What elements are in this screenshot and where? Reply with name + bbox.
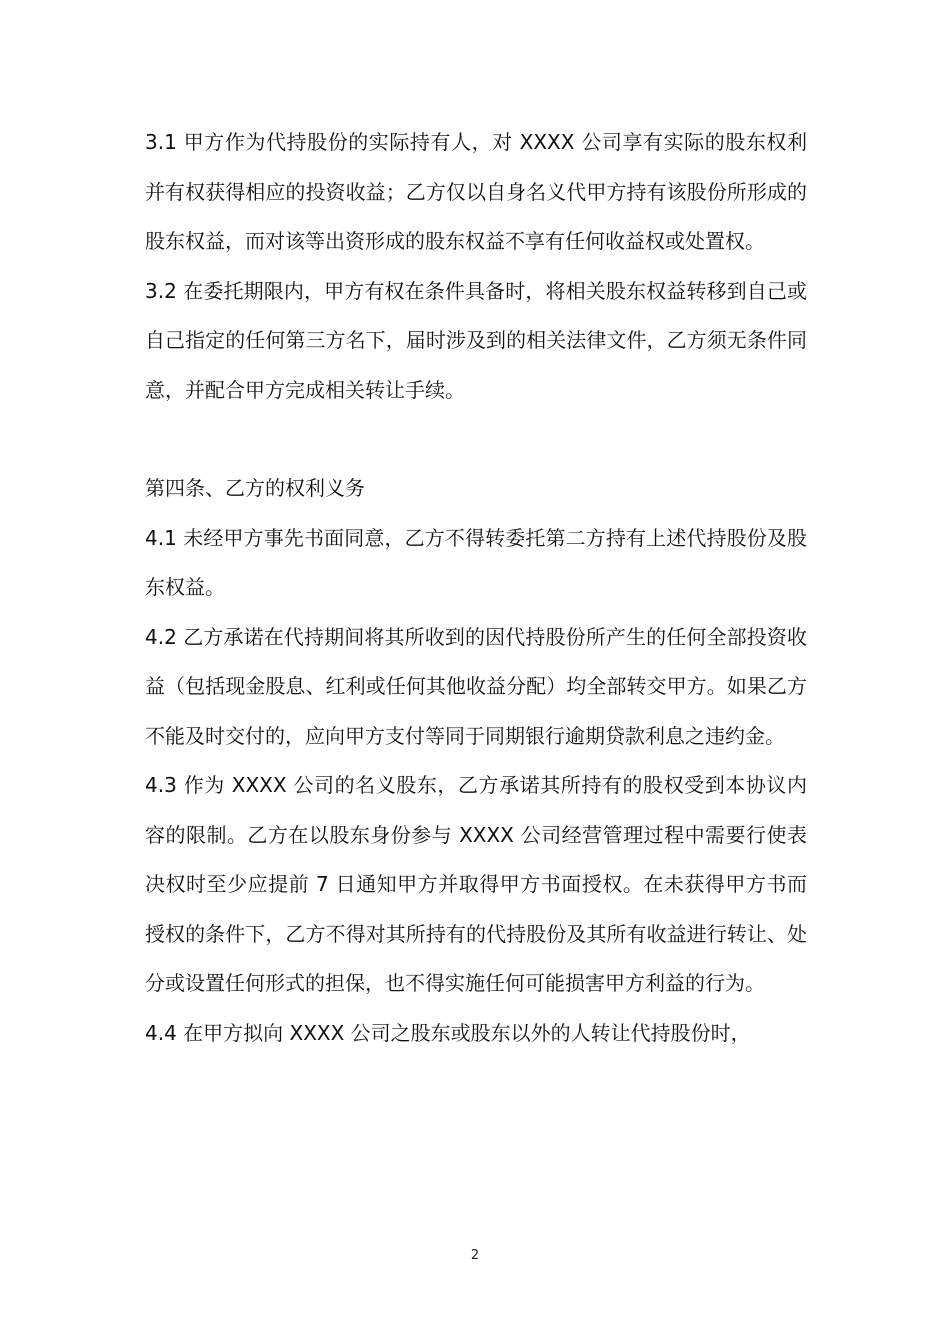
section-gap — [145, 415, 807, 464]
clause-3-2: 3.2 在委托期限内，甲方有权在条件具备时，将相关股东权益转移到自己或自己指定的任何第三方名下，届时涉及到的相关法律文件，乙方须无条件同意，并配合甲方完成相关转让手续。 — [145, 278, 807, 402]
section-heading: 第四条、乙方的权利义务 — [145, 476, 365, 500]
clause-4-4: 4.4 在甲方拟向 XXXX 公司之股东或股东以外的人转让代持股份时， — [145, 1020, 751, 1045]
clause-4-3: 4.3 作为 XXXX 公司的名义股东，乙方承诺其所持有的股权受到本协议内容的限制。乙方在以股东身份参与 XXXX 公司经营管理过程中需要行使表决权时至少应提前 7 日通知甲方并取得甲方书面授权。在未获得甲方书而授权的条件下，乙方不得对其所持有的代持股份及其所有收益进行转让、处分或设置任何形式的担保，也不得实施任何可能损害甲方利益的行为。 — [145, 773, 807, 995]
clause-4-2: 4.2 乙方承诺在代持期间将其所收到的因代持股份所产生的任何全部投资收益（包括现金股息、红利或任何其他收益分配）均全部转交甲方。如果乙方不能及时交付的，应向甲方支付等同于同期银行逾期贷款利息之违约金。 — [145, 624, 807, 748]
clause-3-1: 3.1 甲方作为代持股份的实际持有人，对 XXXX 公司享有实际的股东权利并有权获得相应的投资收益；乙方仅以自身名义代甲方持有该股份所形成的股东权益，而对该等出资形成的股东权益不享有任何收益权或处置权。 — [145, 130, 807, 253]
clause-4-1: 4.1 未经甲方事先书面同意，乙方不得转委托第二方持有上述代持股份及股东权益。 — [145, 525, 807, 599]
page-number: 2 — [470, 1248, 480, 1263]
document-body — [145, 118, 807, 1058]
